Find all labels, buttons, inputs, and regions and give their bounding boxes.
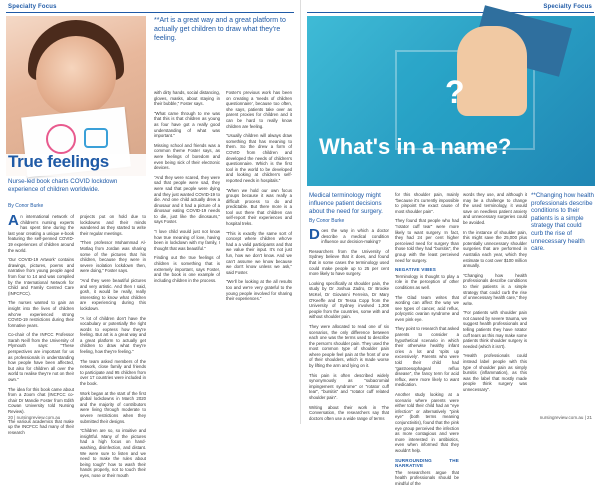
paragraph: "And they were beautiful pictures and very artistic. And then I said, gosh, it would be really, really interesting to know what children are experiencing during this lockdown. xyxy=(80,277,146,311)
column-1 xyxy=(309,228,389,425)
article-lead: Medical terminology might influence patient decisions about the need for surgery. xyxy=(309,192,383,215)
paragraph: "And they were scared, they were sad that people were sad, they were sad that people were dying and they just wanted COVID-19 to die. And one child actually drew a dinosaur and it had a picture of a dinosaur eating COVID-19 needs to die, just like the dinosaurs," says Foster. xyxy=(154,174,220,225)
pull-quote xyxy=(154,16,292,86)
paragraph: Researchers from the University of Sydney believe that it does, and found that in some cases the terminology used could make people up to 25 per cent more likely to have surgery. xyxy=(309,248,389,277)
column-2 xyxy=(395,192,459,491)
paragraph: "What came through to me was that this is that children as young as four have got a really good understanding of what was important." xyxy=(154,110,220,139)
column-3 xyxy=(463,192,527,397)
paragraph: They were allocated to read one of six scenarios, the only difference between each one was the terms used to describe the person's shoulder pain. They used the most common type of shoulder pain where people feel pain at the front of one of their shoulders, which is made worse by lifting the arm and lying on it. xyxy=(309,323,389,369)
paragraph: for this shoulder pain, mainly "because it's currently impossible to pinpoint the exact cause of most shoulder pain". xyxy=(395,192,459,214)
article-byline: By Conor Burke xyxy=(8,203,44,209)
pull-quote-text: **Changing how health professionals describe conditions to their patients is a simple strategy that could curb the rise of unnecessary health care. xyxy=(531,192,594,253)
article-title: True feelings xyxy=(8,152,109,171)
paragraph: "I love child would just not know how true meaning of love, having been in lockdown with my family, I thought that was beautiful." xyxy=(154,229,220,251)
article-title: What's in a name? xyxy=(319,134,512,159)
drop-cap: A xyxy=(8,212,19,229)
column-3 xyxy=(154,90,220,287)
paragraph: Writing about their work in The Conversation, the researchers say that doctors often use a wide range of terms xyxy=(309,404,389,421)
paragraph: "Changing how health professionals describe conditions to their patients is a simple strategy that could curb the rise of unnecessary health care," they write. xyxy=(463,272,527,306)
paragraph: "A lot of children don't have the vocabulary or potentially the right words to express how they're feeling. But art is a great way and a great platform to actually get children to draw what they're feeling, how they're feeling." xyxy=(80,315,146,355)
header-rule xyxy=(6,12,294,13)
paragraph: Looking specifically at shoulder pain, the study by Dr Joshua Zadro, Dr Brooke McKel, Dr Giovanni Ferreira, Dr Mary O'Keeffe and Dr Tessa Copp from the University of Sydney involved 1,308 people from the countries, some with and without shoulder pain. xyxy=(309,280,389,320)
paragraph: Does the way in which a doctor describe a medical condition influence our decision-making? xyxy=(309,226,389,245)
hero-image-question-mark xyxy=(307,16,595,186)
paragraph: An international network of children's nursing experts has spent time during the last year creating a unique e-book featuring the self-penned COVID-19 experiences of children around the world. xyxy=(8,212,74,253)
paragraph: The various academics that make up the INCFCC had many of their research xyxy=(8,418,74,435)
page-footer: 20 | nursingreview.com.au xyxy=(8,415,61,420)
subhead-surrounding: SURROUNDING THE NARRATIVE xyxy=(395,457,459,469)
paragraph: Another study looking at a scenario where parents were either told their child had an "eye infection" or alternatively "pink eye" (both terms meaning conjunctivitis), found that the pink eye group perceived the infection as more contagious and were more interested in antibiotics, even when informed that they wouldn't help. xyxy=(395,392,459,453)
drawing-square xyxy=(84,128,108,148)
article-lead: Nurse-led book charts COVID lockdown experience of children worldwide. xyxy=(8,178,118,193)
paragraph: Foster's previous work has been on creating a 'needs of children questionnaire', because too often, she says, patients take over as parent proxies for children and it can be hard to really know children are feeling. xyxy=(226,90,292,129)
paragraph: The researchers argue that health professionals should be mindful of the xyxy=(395,469,459,486)
paragraph: 'Our COVID-19 Artwork' contains drawings, pictures, poems and narrative from young people aged from four to 14 and was compiled by the International Network for Child and Family Centred Care (INFCFCC). xyxy=(8,257,74,296)
paragraph: "For patients with shoulder pain not caused by severe trauma, we suggest health professionals and telling patients they have rotator cuff tears as this may make some patients think shoulder surgery is needed (which it isn't). xyxy=(463,310,527,349)
section-header: Specialty Focus xyxy=(543,4,592,10)
column-2 xyxy=(80,214,146,483)
paragraph: with dirty hands, social distancing, gloves, masks, about staying in their bubble," Foster says. xyxy=(154,90,220,107)
column-4 xyxy=(226,90,292,306)
section-header: Specialty Focus xyxy=(8,4,57,10)
paragraph: "Usually children will always draw something that has meaning to them. So the drew a form of COVID from children and developed the needs of children's questionnaire. Which is the first tool in the world to be developed and looking at children's self-reported needs in hospitals." xyxy=(226,133,292,183)
question-mark-icon: ? xyxy=(445,74,465,110)
hand-shape xyxy=(457,26,527,116)
paragraph: Work began at the start of the first global lockdowns in March 2020 and the majority of contributors were living through moderate to severe restrictions when they submitted their designs. xyxy=(80,390,146,424)
paragraph: Finding out the true feelings of children is something that is extremely important, says Foster, and the book is one example of including children in the process. xyxy=(154,255,220,283)
face-shape xyxy=(36,36,116,116)
left-page xyxy=(0,0,300,478)
paragraph: words they use, and although it may be a challenge to change the used terminology, it would save on needless patient anxiety and unnecessary surgeries could be avoided. xyxy=(463,192,527,225)
paragraph: "We'll be looking at the all results too and we're very grateful to the young people involved for sharing their experiences." xyxy=(226,279,292,302)
paragraph: Missing school and friends was a common theme Foster says, as were feelings of boredom and even being sick of their electronic devices. xyxy=(154,142,220,171)
paragraph: They point to research that asked parents to consider a hypothetical scenario in which their otherwise healthy infant cries a lot and 'spits up excessively'. Parents who were told their child had "gastroesophageal reflux disease", the fancy term for acid reflux, were more likely to want medication. xyxy=(395,326,459,388)
pull-quote-text: **Art is a great way and a great platform to actually get children to draw what they're feeling. xyxy=(154,17,286,42)
subhead-negative-vibes: NEGATIVE VIBES xyxy=(395,267,437,273)
drop-cap: D xyxy=(309,226,320,243)
paragraph: They found that people who had "rotator cuff tear" were more likely to want surgery. In fact, they had 24 per cent higher perceived need for surgery than those told they had "bursitis", the group with the least perceived need for surgery. xyxy=(395,218,459,263)
paragraph: projects put on hold due to lockdowns and their minds wandered as they started to write their regular meetings. xyxy=(80,214,146,236)
paragraph: Terminology is thought to play a role in the perception of other conditions as well. xyxy=(395,273,459,290)
right-page xyxy=(300,0,600,486)
column-1 xyxy=(8,214,74,439)
paragraph: "Children are so, so intuitive and insightful. Many of the pictures had a high focus on hand-washing, disinfection, and distant. We were sure to listen and we need to make the rules about being tough" how to wash their hands properly, not to touch their eyes, nose or their mouth xyxy=(80,428,146,478)
paragraph: In the instance of shoulder pain, this might save the 25,000 plus potentially unnecessary shoulder surgeries that are performed in Australia each year, which they estimate to cost over $100 million annually. xyxy=(463,229,527,269)
paragraph: The Glad team writes that wording can affect the way we see types of cancer, acid reflux, polycystic ovarian syndrome and even pink eye. xyxy=(395,294,459,322)
paragraph: "When we hold our own focus groups because it was really a difficult process to do and predictable. But there more is a tool out there that children can self-report their experiences and hospital treks. xyxy=(226,187,292,227)
paragraph: "This is exactly the same sort of concept where children who've had a a valid participants and that we value their input. It's not just fun, how we don't know. And we can't assume we know because we don't know unless we ask," said Foster. xyxy=(226,230,292,275)
paragraph: This pain is often described widely synonymously as "subacromial impingement syndrome" or "rotator cuff tear", "bursitis" and "rotator cuff related shoulder pain". xyxy=(309,372,389,401)
paragraph: The idea for this book came about from a Zoom chat (INCFCC co-chair Dr Mandie Foster from Edith Cowan University told Nursing Review). xyxy=(8,386,74,414)
paragraph: Co-chair of the INFCC Professor Sarah Neill from the University of Plymouth says: "These perspectives are important for us as professionals in understanding how people have been affected, but also for children all over the world to realise they're not on their own." xyxy=(8,332,74,383)
paragraph: The nurses wanted to gain an insight into the lives of children who've experienced strong COVID-19 restrictions during their formative years. xyxy=(8,300,74,328)
drawing-circle xyxy=(46,124,76,154)
page-footer: nursingreview.com.au | 21 xyxy=(539,415,592,420)
article-byline: By Conor Burke xyxy=(309,218,345,224)
pull-quote xyxy=(531,192,595,253)
header-rule xyxy=(307,12,594,13)
paragraph: The team asked members of the network, close family and friends to participate and 95 children from over 17 countries were included in the book. xyxy=(80,358,146,387)
paragraph: "Health professionals could instead label people with this type of shoulder pain as simply bursitis (inflammation), as this was the label that mostly made people think surgery was unnecessary". xyxy=(463,353,527,392)
paragraph: "Then professor Mohammad Al-Motlaq from Jordan was sharing some of the pictures that his children, because they were in severe isolation lockdown then, were doing," Foster says. xyxy=(80,240,146,274)
